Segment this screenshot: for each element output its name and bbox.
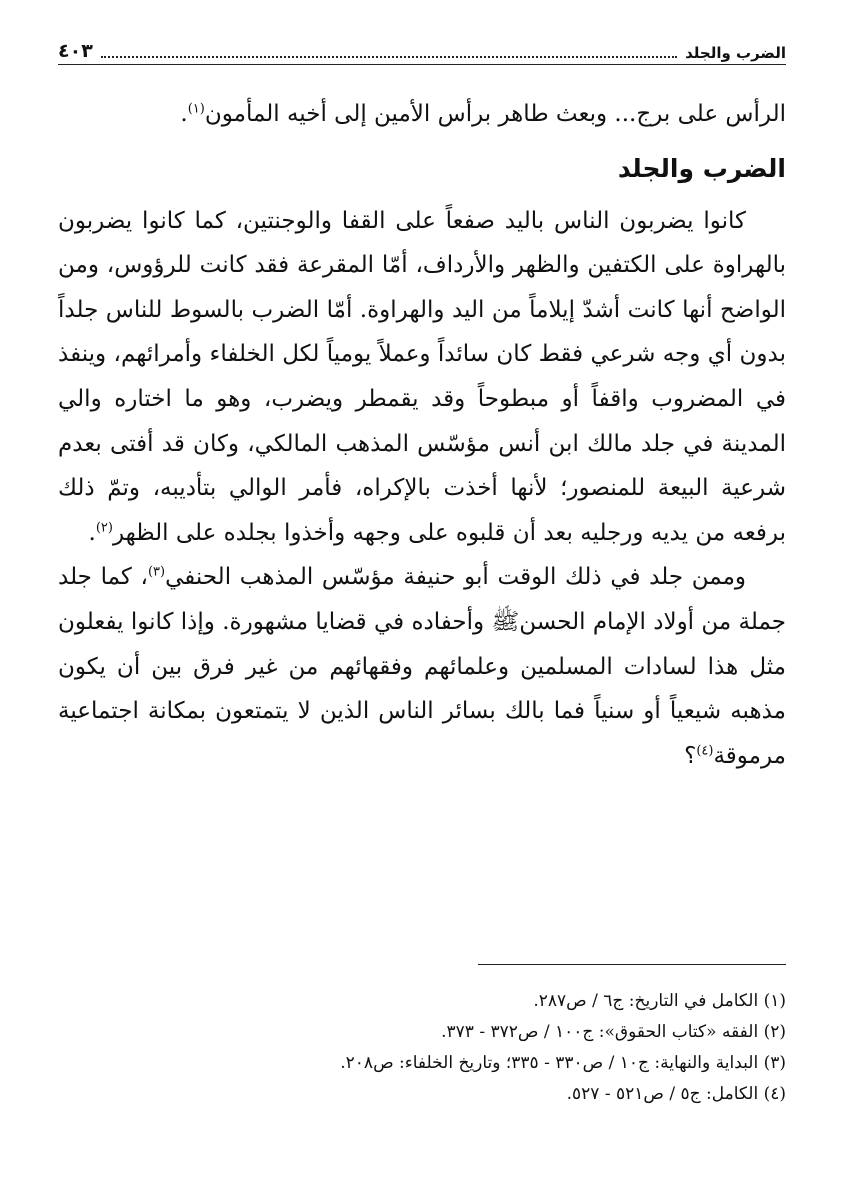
header-dot-leader — [101, 55, 677, 58]
footnote-item: (٣) البداية والنهاية: ج١٠ / ص٣٣٠ - ٣٣٥؛ وتاريخ الخلفاء: ص٢٠٨. — [340, 1053, 786, 1073]
main-text — [58, 92, 786, 778]
paragraph-2-end: ؟ — [684, 742, 697, 769]
paragraph-1 — [58, 199, 786, 556]
paragraph-1-text: كانوا يضربون الناس باليد صفعاً على القفا والوجنتين، كما كانوا يضربون بالهراوة على الكتفين والظهر والأرداف، أمّا المقرعة فقد كانت للرؤوس، ومن الواضح أنها كانت أشدّ إيلاماً من اليد والهراوة. أمّا الضرب بالسوط للناس جلداً بدون أي وجه شرعي فقط كان سائداً وعملاً يومياً لكل الخلفاء وأمرائهم، وينفذ في المضروب واقفاً أو مبطوحاً وقد يقمطر ويضرب، وهو ما اختاره والي المدينة في جلد مالك ابن أنس مؤسّس المذهب المالكي، وكان قد أفتى بعدم شرعية البيعة للمنصور؛ لأنها أخذت بالإكراه، فأمر الوالي بتأديبه، وتمّ ذلك برفعه من يديه ورجليه بعد أن قلبوه على وجهه وأخذوا بجلده على الظهر — [58, 207, 786, 546]
continuation-end: . — [180, 101, 188, 127]
honorific-glyph: ﷺ — [491, 608, 520, 635]
continuation-text: الرأس على برج... وبعث طاهر برأس الأمين إلى أخيه المأمون — [204, 101, 786, 127]
paragraph-2-text-c: وأحفاده في قضايا مشهورة. وإذا كانوا يفعلون مثل هذا لسادات المسلمين وعلمائهم وفقهائهم من غير فرق بين أن يكون مذهبه شيعياً أو سنياً فما بالك بسائر الناس الذين لا يتمتعون بمكانة اجتماعية مرموقة — [58, 608, 786, 769]
footnote-ref-4: (٤) — [696, 743, 714, 759]
running-header-title: الضرب والجلد — [685, 44, 786, 62]
header-rule — [58, 64, 786, 65]
footnote-ref-1: (١) — [187, 101, 205, 117]
footnote-separator — [478, 964, 786, 965]
footnotes — [58, 986, 786, 1110]
footnote-item: (١) الكامل في التاريخ: ج٦ / ص٢٨٧. — [533, 991, 786, 1011]
page-number: ٤٠٣ — [58, 40, 93, 62]
paragraph-1-end: . — [88, 519, 96, 546]
paragraph-2-text-b: ، كما جلد جملة من أولاد الإمام الحسن — [58, 564, 786, 635]
footnote-ref-2: (٢) — [95, 520, 113, 536]
continuation-paragraph — [58, 92, 786, 137]
paragraph-2-text-a: وممن جلد في ذلك الوقت أبو حنيفة مؤسّس المذهب الحنفي — [165, 564, 746, 591]
paragraph-2 — [58, 555, 786, 778]
footnote-ref-3: (٣) — [147, 564, 166, 580]
running-header — [58, 36, 786, 62]
section-heading: الضرب والجلد — [617, 153, 786, 183]
footnote-item: (٢) الفقه «كتاب الحقوق»: ج١٠٠ / ص٣٧٢ - ٣٧٣. — [441, 1022, 786, 1042]
footnote-item: (٤) الكامل: ج٥ / ص٥٢١ - ٥٢٧. — [566, 1084, 786, 1104]
